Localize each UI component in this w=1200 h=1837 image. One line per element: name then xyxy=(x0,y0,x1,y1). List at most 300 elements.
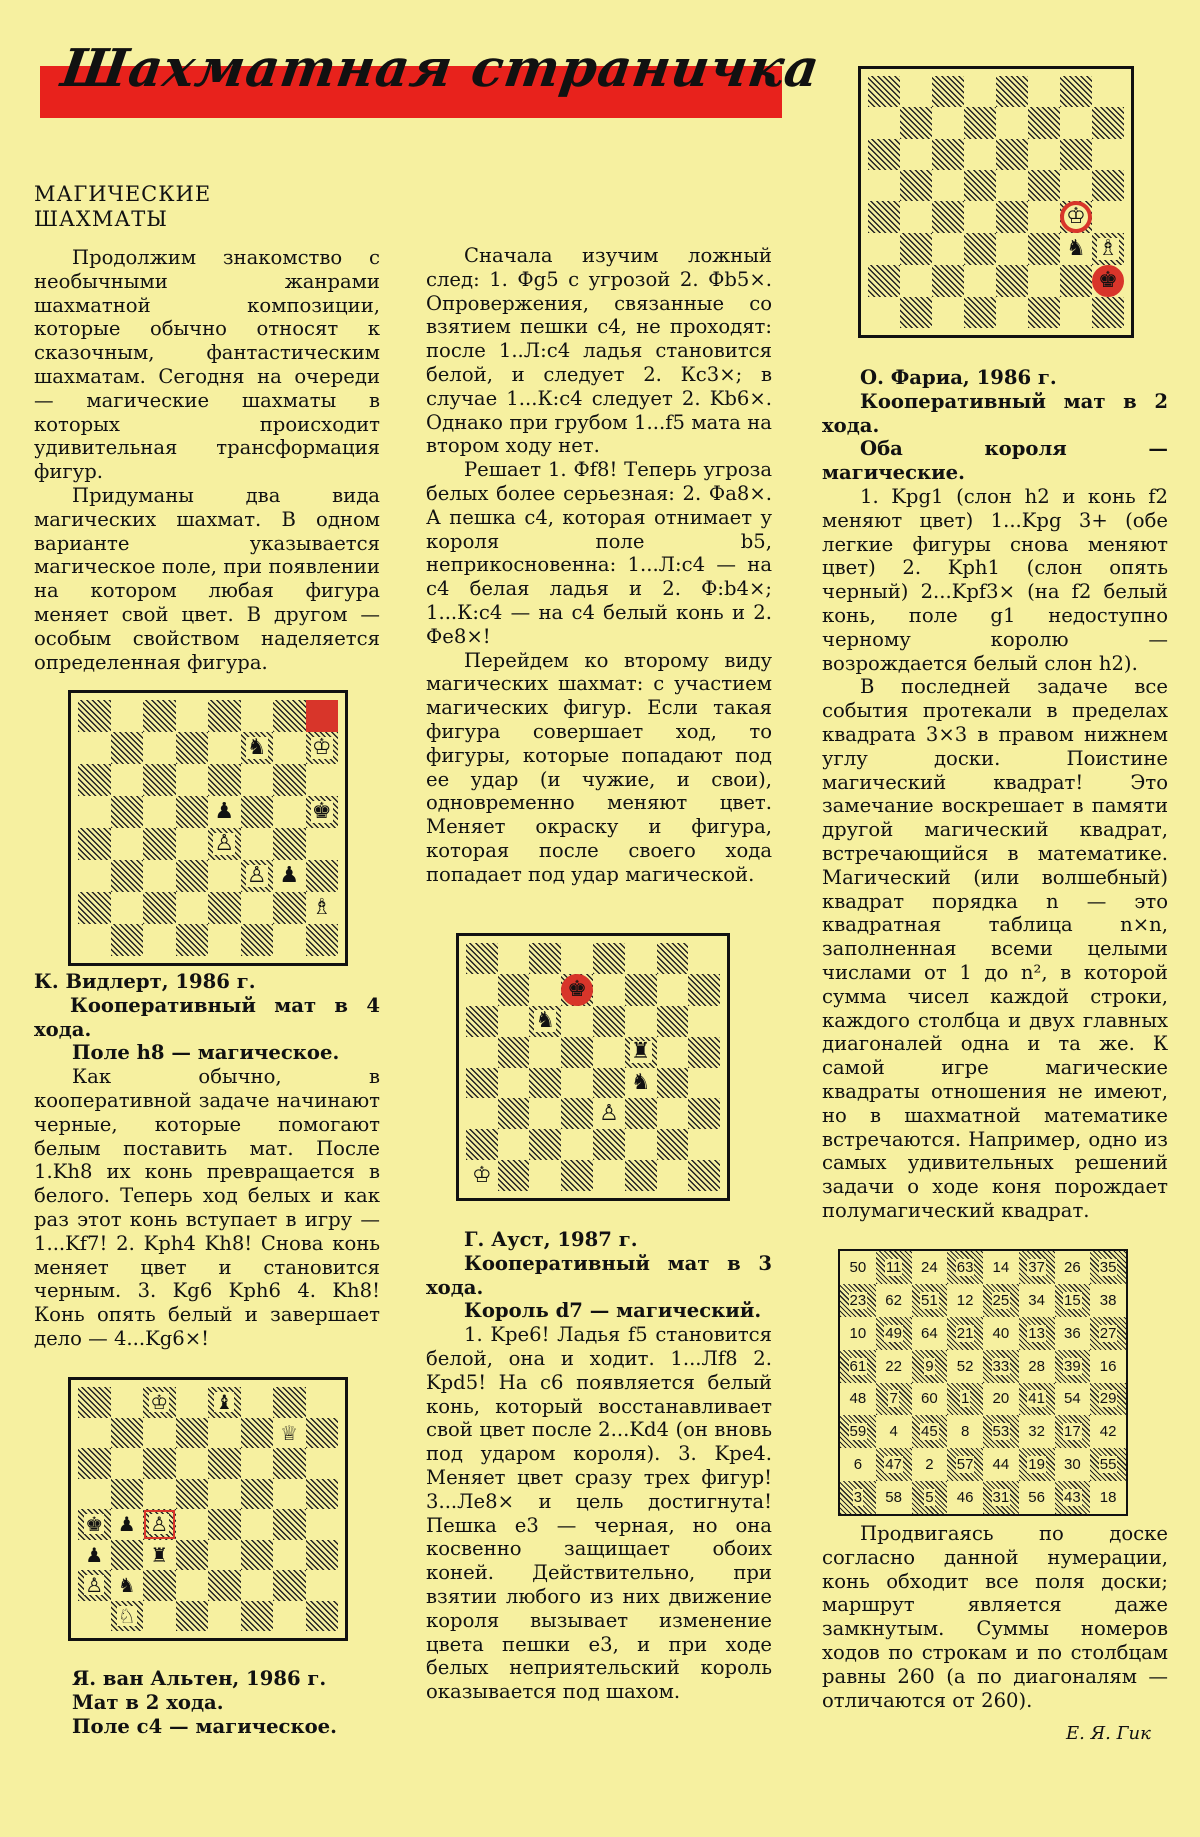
board-square xyxy=(964,170,996,201)
board-square xyxy=(143,1540,176,1571)
board-square xyxy=(529,1006,561,1037)
magic-square-cell: 38 xyxy=(1099,1291,1117,1309)
diagram-caption-magic: Оба короля — магические. xyxy=(822,437,1168,485)
chess-piece: ♔ xyxy=(150,1390,169,1415)
magic-square-cell: 62 xyxy=(885,1291,902,1309)
diagram-caption-author: К. Видлерт, 1986 г. xyxy=(34,970,256,993)
board-square xyxy=(143,1479,176,1510)
magic-square-cell: 36 xyxy=(1064,1324,1081,1342)
board-square xyxy=(657,1160,689,1191)
board-square xyxy=(78,1601,111,1632)
board-square xyxy=(273,1601,306,1632)
board-square xyxy=(466,1037,498,1068)
board-square xyxy=(176,1448,209,1479)
magic-square-cell: 4 xyxy=(889,1423,898,1441)
board-square xyxy=(529,1068,561,1099)
column-2 xyxy=(426,244,772,887)
board-square xyxy=(208,732,241,764)
board-square xyxy=(273,1540,306,1571)
board-square xyxy=(143,1509,176,1540)
board-square xyxy=(176,764,209,796)
board-square xyxy=(143,892,176,924)
board-square xyxy=(208,1418,241,1449)
paragraph: Продолжим знакомство с необычными жанрами шахматной композиции, которые обычно относят к сказочным, фантастическим шахматам. Сегодня на очереди — магические шахматы в которых происходит удивительная трансформация фигур. xyxy=(34,246,380,484)
board-square xyxy=(143,700,176,732)
magic-square-cell: 21 xyxy=(947,1317,983,1350)
chess-board-1 xyxy=(68,690,348,966)
board-square xyxy=(561,1160,593,1191)
board-square xyxy=(868,107,900,138)
magic-square-cell: 24 xyxy=(921,1258,938,1276)
board-square xyxy=(964,76,996,107)
board-square xyxy=(111,892,144,924)
board-square xyxy=(1060,297,1092,328)
board-square xyxy=(964,201,996,233)
board-square xyxy=(273,828,306,860)
board-square xyxy=(688,974,720,1006)
board-square xyxy=(273,764,306,796)
board-square xyxy=(932,297,964,328)
board-square xyxy=(625,1037,657,1068)
board-square xyxy=(1060,265,1092,297)
board-square xyxy=(657,1098,689,1129)
board-square xyxy=(273,1418,306,1449)
chess-piece: ♟ xyxy=(117,1512,136,1537)
board-square xyxy=(111,732,144,764)
board-square xyxy=(176,828,209,860)
board-square xyxy=(241,732,274,764)
board-square xyxy=(111,1509,144,1540)
board-square xyxy=(111,924,144,956)
board-square xyxy=(625,1098,657,1129)
diagram-caption-author: Г. Ауст, 1987 г. xyxy=(464,1228,638,1251)
board-square xyxy=(657,1068,689,1099)
magic-square-cell: 44 xyxy=(992,1456,1010,1474)
board-square xyxy=(593,1098,625,1129)
magic-square-cell: 10 xyxy=(849,1324,867,1342)
chess-piece: ♞ xyxy=(535,1008,556,1034)
board-square xyxy=(561,1068,593,1099)
board-square xyxy=(78,1509,111,1540)
board-square xyxy=(1060,139,1092,170)
board-square xyxy=(273,1387,306,1418)
board-square xyxy=(306,892,339,924)
board-square xyxy=(143,828,176,860)
board-square xyxy=(273,892,306,924)
paragraph: Придуманы два вида магических шахмат. В одном варианте указывается магическое поле, при появлении на котором любая фигура меняет свой цвет. В другом — особым свойством наделяется определенная фигура. xyxy=(34,483,380,674)
board-square xyxy=(273,796,306,828)
board-square xyxy=(466,1068,498,1099)
board-square xyxy=(900,139,932,170)
board-square xyxy=(1060,201,1092,233)
chess-piece: ♙ xyxy=(214,831,235,856)
magic-square-cell: 33 xyxy=(983,1350,1019,1383)
magic-square-cell: 39 xyxy=(1055,1350,1091,1383)
board-square xyxy=(466,1129,498,1160)
magic-square-cell: 17 xyxy=(1055,1415,1091,1448)
magic-square-cell: 22 xyxy=(885,1357,902,1375)
board-square xyxy=(529,1098,561,1129)
board-square xyxy=(498,1037,530,1068)
chess-board-3 xyxy=(456,933,730,1201)
board-square xyxy=(593,943,625,974)
board-square xyxy=(241,828,274,860)
board-square xyxy=(688,1129,720,1160)
board-square xyxy=(1092,297,1124,328)
board-square xyxy=(78,1418,111,1449)
board-square xyxy=(143,732,176,764)
board-square xyxy=(143,860,176,892)
board-square xyxy=(241,1509,274,1540)
board-square xyxy=(688,1160,720,1191)
chess-piece: ♗ xyxy=(1098,235,1118,261)
board-square xyxy=(241,700,274,732)
chess-piece: ♗ xyxy=(311,895,332,920)
magic-square-cell: 63 xyxy=(947,1251,983,1284)
board-square xyxy=(996,233,1028,264)
board-square xyxy=(176,892,209,924)
board-square xyxy=(176,1570,209,1601)
board-square xyxy=(932,201,964,233)
board-square xyxy=(996,265,1028,297)
board-square xyxy=(208,700,241,732)
board-square xyxy=(1028,139,1060,170)
board-square xyxy=(306,1418,339,1449)
board-square xyxy=(143,1418,176,1449)
board-square xyxy=(306,764,339,796)
board-square xyxy=(273,700,306,732)
board-square xyxy=(529,1037,561,1068)
board-square xyxy=(111,1540,144,1571)
board-square xyxy=(208,892,241,924)
board-square xyxy=(306,1540,339,1571)
board-square xyxy=(688,1006,720,1037)
board-square xyxy=(241,860,274,892)
paragraph: Сначала изучим ложный след: 1. Фg5 с угрозой 2. Фb5×. Опровержения, связанные со взятием пешки с4, не проходят: после 1..Л:с4 ладья становится белой, и следует 2. Кс3×; в случае 1...К:с4 следует 2. Kb6×. Однако при грубом 1...f5 мата на втором ходу нет. xyxy=(426,244,772,458)
board-square xyxy=(306,1601,339,1632)
magic-square-cell: 15 xyxy=(1055,1284,1091,1317)
chess-piece: ♞ xyxy=(1066,235,1086,261)
board-square xyxy=(241,1479,274,1510)
board-square xyxy=(176,1479,209,1510)
magic-square-cell: 27 xyxy=(1090,1317,1126,1350)
diagram-caption-task: Кооперативный мат в 2 хода. xyxy=(822,389,1168,437)
board-square xyxy=(657,974,689,1006)
board-square xyxy=(868,265,900,297)
board-square xyxy=(208,1540,241,1571)
board-square xyxy=(657,1129,689,1160)
magic-square-cell: 59 xyxy=(840,1415,876,1448)
board-square xyxy=(529,1160,561,1191)
board-square xyxy=(996,297,1028,328)
board-square xyxy=(241,1418,274,1449)
board-square xyxy=(273,860,306,892)
board-square xyxy=(111,764,144,796)
board-square xyxy=(143,924,176,956)
board-square xyxy=(176,860,209,892)
diagram-caption-magic: Поле h8 — магическое. xyxy=(72,1041,340,1065)
chess-piece: ♟ xyxy=(214,799,235,824)
board-square xyxy=(208,1601,241,1632)
board-square xyxy=(1028,76,1060,107)
board-square xyxy=(78,700,111,732)
board-square xyxy=(143,1448,176,1479)
board-square xyxy=(625,943,657,974)
board-square xyxy=(1028,265,1060,297)
chess-piece: ♟ xyxy=(85,1542,104,1567)
board-square xyxy=(208,1570,241,1601)
board-square xyxy=(932,233,964,264)
board-square xyxy=(143,1387,176,1418)
magic-square-cell: 54 xyxy=(1064,1390,1081,1408)
magic-square-cell: 19 xyxy=(1019,1448,1055,1481)
board-square xyxy=(932,76,964,107)
board-square xyxy=(111,1570,144,1601)
board-square xyxy=(306,1387,339,1418)
magic-square-cell: 28 xyxy=(1028,1357,1045,1375)
board-square xyxy=(593,1129,625,1160)
board-square xyxy=(996,139,1028,170)
paragraph: В последней задаче все события протекали в пределах квадрата 3×3 в правом нижнем углу доски. Поистине магический квадрат! Это замечание воскрешает в памяти другой магический квадрат, встречающийся в математике. Магический (или волшебный) квадрат порядка n — это квадратная таблица n×n, заполненная всеми целыми числами от 1 до n², в которой сумма чисел каждой строки, каждого столбца и двух главных диагоналей одна и та же. К самой игре магические квадраты отношения не имеют, но в шахматной математике встречаются. Например, одно из самых удивительных решений задачи о ходе коня порождает полумагический квадрат. xyxy=(822,675,1168,1222)
magic-square-cell: 20 xyxy=(992,1390,1010,1408)
magic-square-cell: 5 xyxy=(912,1481,948,1514)
chess-piece: ♔ xyxy=(311,735,332,760)
board-square xyxy=(868,170,900,201)
board-square xyxy=(657,1037,689,1068)
board-square xyxy=(561,1098,593,1129)
board-square xyxy=(996,107,1028,138)
chess-piece: ♜ xyxy=(150,1542,169,1567)
board-square xyxy=(78,1540,111,1571)
board-square xyxy=(306,1509,339,1540)
board-square xyxy=(593,974,625,1006)
chess-board-2 xyxy=(68,1377,348,1641)
magic-square-cell: 43 xyxy=(1055,1481,1091,1514)
board-square xyxy=(273,1570,306,1601)
board-square xyxy=(111,700,144,732)
magic-square-cell: 11 xyxy=(876,1251,912,1284)
board-square xyxy=(466,974,498,1006)
board-square xyxy=(1060,170,1092,201)
author-signature: Е. Я. Гик xyxy=(1066,1723,1151,1744)
board-square xyxy=(111,1418,144,1449)
magic-square-cell: 1 xyxy=(947,1383,983,1416)
board-square xyxy=(529,1129,561,1160)
board-square xyxy=(111,860,144,892)
board-square xyxy=(498,943,530,974)
board-square xyxy=(529,974,561,1006)
column-3 xyxy=(822,366,1168,1223)
diagram-caption-task: Мат в 2 хода. xyxy=(72,1690,224,1714)
board-square xyxy=(208,924,241,956)
magic-square-cell: 30 xyxy=(1064,1456,1081,1474)
magic-square-cell: 42 xyxy=(1099,1423,1117,1441)
board-square xyxy=(111,1601,144,1632)
board-square xyxy=(176,1387,209,1418)
board-square xyxy=(273,1509,306,1540)
board-square xyxy=(466,1160,498,1191)
paragraph: 1. Kpe6! Ладья f5 становится белой, она и ходит. 1...Лf8 2. Kpd5! На с6 появляется белый конь, который восстанавливает свой цвет после 2...Kd4 (он вновь под ударом короля). 3. Kpe4. Меняет цвет сразу трех фигур! 3...Ле8× и цель достигнута! Пешка е3 — черная, но она косвенно защищает обоих коней. Действительно, при взятии любого из них движение короля вызывает изменение цвета пешки е3, и при ходе белых неприятельский король оказывается под шахом. xyxy=(426,1323,772,1704)
magic-square-cell: 3 xyxy=(840,1481,876,1514)
board-square xyxy=(868,297,900,328)
board-square xyxy=(176,1509,209,1540)
board-square xyxy=(900,233,932,264)
board-square xyxy=(273,924,306,956)
board-square xyxy=(176,1418,209,1449)
board-square xyxy=(208,764,241,796)
board-square xyxy=(1092,107,1124,138)
board-square xyxy=(241,1448,274,1479)
board-square xyxy=(688,1098,720,1129)
column-2-lower xyxy=(426,1228,772,1704)
board-square xyxy=(900,170,932,201)
board-square xyxy=(498,1129,530,1160)
paragraph: Продвигаясь по доске согласно данной нумерации, конь обходит все поля доски; маршрут является даже замкнутым. Суммы номеров ходов по строкам и по столбцам равны 260 (а по диагоналям — отличаются от 260). xyxy=(822,1522,1168,1712)
paragraph: Перейдем ко второму виду магических шахмат: с участием магических фигур. Если такая фигура совершает ход, то фигуры, которые попадают под ее удар (и чужие, и свои), одновременно меняют цвет. Меняет окраску и фигура, которая после своего хода попадает под удар магической. xyxy=(426,648,772,886)
board-square xyxy=(208,1387,241,1418)
magic-square-cell: 31 xyxy=(983,1481,1019,1514)
magic-square-cell: 50 xyxy=(849,1258,867,1276)
magic-square-cell: 46 xyxy=(956,1489,974,1507)
board-square xyxy=(625,974,657,1006)
board-square xyxy=(208,796,241,828)
board-square xyxy=(208,828,241,860)
board-square xyxy=(688,1037,720,1068)
board-square xyxy=(1028,201,1060,233)
board-square xyxy=(932,170,964,201)
board-square xyxy=(176,1601,209,1632)
column-1-lower xyxy=(34,970,380,1351)
board-square xyxy=(78,1570,111,1601)
board-square xyxy=(78,1479,111,1510)
magic-square-cell: 40 xyxy=(992,1324,1010,1342)
chess-piece: ♜ xyxy=(630,1039,651,1065)
board-square xyxy=(466,943,498,974)
board-square xyxy=(78,1448,111,1479)
magic-square-cell: 37 xyxy=(1019,1251,1055,1284)
board-square xyxy=(688,943,720,974)
board-square xyxy=(996,170,1028,201)
magic-square-cell: 16 xyxy=(1099,1357,1117,1375)
board-square xyxy=(529,943,561,974)
board-square xyxy=(241,796,274,828)
board-square xyxy=(593,1037,625,1068)
magic-square-cell: 52 xyxy=(956,1357,974,1375)
board-square xyxy=(143,764,176,796)
magic-square-cell: 60 xyxy=(921,1390,938,1408)
chess-piece: ♔ xyxy=(471,1162,492,1188)
magic-square-cell: 29 xyxy=(1090,1383,1126,1416)
board-square xyxy=(868,139,900,170)
board-square xyxy=(241,1601,274,1632)
board-square xyxy=(176,924,209,956)
magic-square-cell: 12 xyxy=(956,1291,974,1309)
board-square xyxy=(306,796,339,828)
board-square xyxy=(143,1570,176,1601)
paragraph: 1. Kpg1 (слон h2 и конь f2 меняют цвет) 1...Kpg 3+ (обе легкие фигуры снова меняют цвет) 2. Kph1 (слон опять черный) 2...Kpf3× (на f2 белый конь, поле g1 недоступно черному королю — возрождается белый слон h2). xyxy=(822,484,1168,675)
page-banner-title: Шахматная страничка xyxy=(57,38,824,99)
board-square xyxy=(176,700,209,732)
board-square xyxy=(241,1540,274,1571)
magic-square-cell: 26 xyxy=(1064,1258,1081,1276)
magic-square-cell: 34 xyxy=(1028,1291,1045,1309)
column-3-bottom xyxy=(822,1522,1168,1712)
magic-square-cell: 45 xyxy=(912,1415,948,1448)
magic-square-cell: 51 xyxy=(912,1284,948,1317)
chess-piece: ♔ xyxy=(1060,201,1092,233)
magic-square-cell: 14 xyxy=(992,1258,1010,1276)
board-square xyxy=(868,76,900,107)
board-square xyxy=(111,1387,144,1418)
diagram-caption-author: Я. ван Альтен, 1986 г. xyxy=(72,1667,327,1690)
diagram-caption-magic: Король d7 — магический. xyxy=(464,1299,762,1323)
board-square xyxy=(964,107,996,138)
board-square xyxy=(1092,170,1124,201)
magic-square-cell: 13 xyxy=(1019,1317,1055,1350)
board-square xyxy=(1092,76,1124,107)
board-square xyxy=(593,1006,625,1037)
chess-piece: ♝ xyxy=(215,1390,234,1415)
magic-square-cell: 47 xyxy=(876,1448,912,1481)
board-square xyxy=(688,1068,720,1099)
board-square xyxy=(900,107,932,138)
board-square xyxy=(306,924,339,956)
board-square xyxy=(111,1448,144,1479)
chess-piece: ♞ xyxy=(630,1069,651,1095)
magic-square-cell: 7 xyxy=(876,1383,912,1416)
board-square xyxy=(900,265,932,297)
board-square xyxy=(78,828,111,860)
board-square xyxy=(78,764,111,796)
board-square xyxy=(498,974,530,1006)
board-square xyxy=(932,139,964,170)
chess-piece: ♚ xyxy=(85,1512,104,1537)
board-square xyxy=(1092,233,1124,264)
board-square xyxy=(176,1540,209,1571)
column-1 xyxy=(34,182,380,674)
board-square xyxy=(964,233,996,264)
board-square xyxy=(143,1601,176,1632)
board-square xyxy=(466,1098,498,1129)
board-square xyxy=(241,764,274,796)
magic-square-cell: 58 xyxy=(885,1489,902,1507)
magic-square-cell: 23 xyxy=(840,1284,876,1317)
board-square xyxy=(1028,107,1060,138)
column-1-bottom xyxy=(72,1667,382,1738)
board-square xyxy=(1028,170,1060,201)
board-square xyxy=(593,1160,625,1191)
board-square xyxy=(306,1479,339,1510)
board-square xyxy=(561,1129,593,1160)
board-square xyxy=(593,1068,625,1099)
chess-board-4 xyxy=(858,66,1134,338)
board-square xyxy=(1092,139,1124,170)
board-square xyxy=(498,1006,530,1037)
board-square xyxy=(78,924,111,956)
board-square xyxy=(996,201,1028,233)
board-square xyxy=(1092,265,1124,297)
magic-square-cell: 64 xyxy=(921,1324,938,1342)
chess-piece: ♚ xyxy=(1092,265,1124,297)
board-square xyxy=(657,943,689,974)
board-square xyxy=(78,892,111,924)
board-square xyxy=(111,828,144,860)
board-square xyxy=(241,1570,274,1601)
magic-square-cell: 25 xyxy=(983,1284,1019,1317)
board-square xyxy=(208,1509,241,1540)
board-square xyxy=(932,265,964,297)
board-square xyxy=(143,796,176,828)
